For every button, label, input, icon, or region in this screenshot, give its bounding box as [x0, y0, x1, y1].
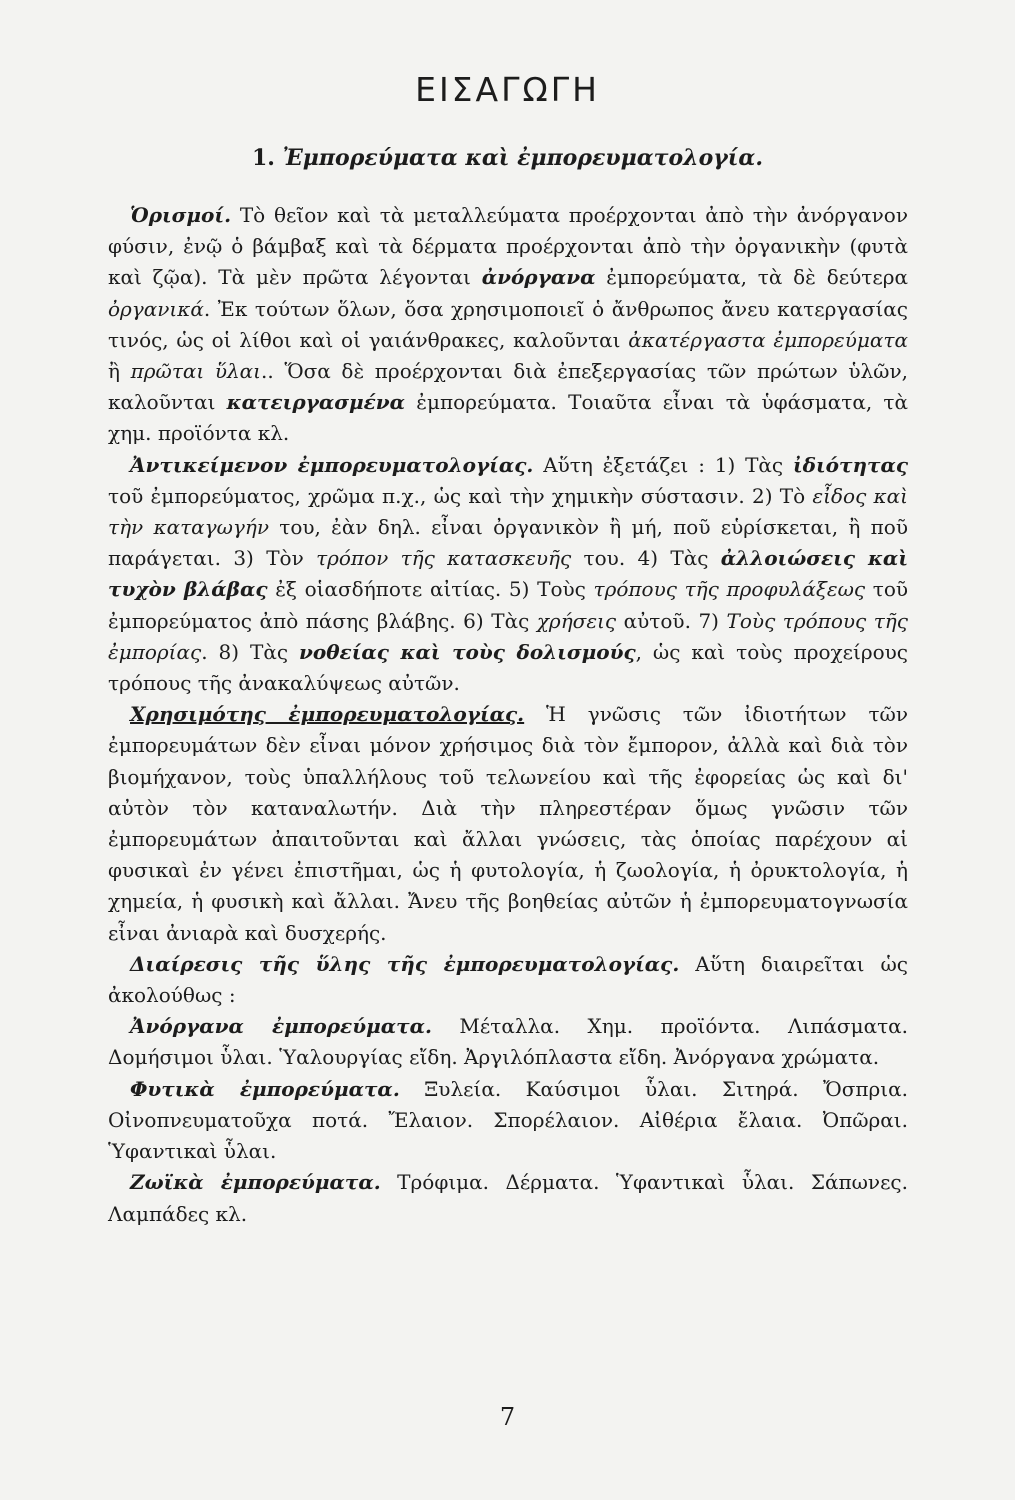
paragraph-text: . 8) Τὰς [201, 639, 299, 664]
term: νοθείας καὶ τοὺς δολισμούς [298, 639, 636, 664]
paragraph-text: Μέταλλα. Χημ. προϊόντα. Λιπάσματα. Δομήσιμοι ὗλαι. Ὑαλουργίας εἴδη. Ἀργιλόπλαστα εἴδη. Ἀνόργανα χρώματα. [108, 1014, 908, 1070]
paragraph-text: τοῦ ἐμπορεύματος ἀπὸ πάσης βλάβης. 6) Τὰς [108, 577, 909, 633]
term: κατειργασμένα [226, 390, 406, 415]
paragraph-plant [108, 1074, 908, 1168]
paragraph-text: .. Ὅσα δὲ προέρχονται διὰ ἐπεξεργασίας τῶν πρώτων ὑλῶν, καλοῦνται [108, 359, 908, 415]
paragraph-text: ἐμπορεύματα. Τοιαῦτα εἶναι τὰ ὑφάσματα, τὰ χημ. προϊόντα κλ. [108, 390, 909, 446]
paragraph-text: τοῦ ἐμπορεύματος, χρῶμα π.χ., ὡς καὶ τὴν χημικὴν σύστασιν. 2) Τὸ [108, 483, 813, 508]
paragraph-text: Ξυλεία. Καύσιμοι ὗλαι. Σιτηρά. Ὄσπρια. Οἰνοπνευματοῦχα ποτά. Ἔλαιον. Σπορέλαιον. Αἰθέρια ἔλαια. Ὀπῶραι. Ὑφαντικαὶ ὗλαι. [108, 1076, 908, 1164]
term: ἀκατέργαστα ἐμπορεύματα [628, 327, 909, 352]
body-text [108, 200, 908, 1230]
paragraph-inorganic [108, 1011, 908, 1073]
term: ἀνόργανα [481, 265, 596, 290]
term: τρόπον τῆς κατασκευῆς [316, 546, 572, 571]
inorganic-label: Ἀνόργανα ἐμπορεύματα. [130, 1014, 432, 1039]
usefulness-label: Χρησιμότης ἐμπορευματολογίας. [130, 702, 525, 727]
section-number: 1. [251, 145, 275, 171]
term: ἰδιότητας [792, 452, 909, 477]
paragraph-division [108, 949, 908, 1011]
paragraph-object [108, 450, 908, 700]
term: ἀλλοιώσεις καὶ τυχὸν βλάβας [108, 546, 909, 602]
paragraph-text: Τρόφιμα. Δέρματα. Ὑφαντικαὶ ὗλαι. Σάπωνες. Λαμπάδες κλ. [108, 1170, 908, 1226]
term: χρήσεις [536, 608, 617, 633]
paragraph-text: ἐμπορεύματα, τὰ δὲ δεύτερα [595, 265, 908, 290]
object-label: Ἀντικείμενον ἐμπορευματολογίας. [130, 452, 534, 477]
paragraph-text: του, ἐὰν δηλ. εἶναι ὀργανικὸν ἢ μή, ποῦ εὑρίσκεται, ἢ ποῦ παράγεται. 3) Τὸν [108, 515, 908, 571]
paragraph-text: ἐξ οἱασδήποτε αἰτίας. 5) Τοὺς [267, 577, 594, 602]
paragraph-text: του. 4) Τὰς [571, 546, 721, 571]
paragraph-text: . Ἐκ τούτων ὅλων, ὅσα χρησιμοποιεῖ ὁ ἄνθρωπος ἄνευ κατεργασίας τινός, ὡς οἱ λίθοι καὶ οἱ γαιάνθρακες, καλοῦνται [108, 296, 908, 352]
term: τρόπους τῆς προφυλάξεως [593, 577, 866, 602]
term: Τοὺς τρόπους τῆς ἐμπορίας [108, 608, 908, 664]
page-number: 7 [499, 1403, 516, 1431]
page-title: ΕΙΣΑΓΩΓΗ [415, 70, 600, 109]
paragraph-animal [108, 1167, 908, 1229]
animal-label: Ζωϊκὰ ἐμπορεύματα. [130, 1170, 381, 1195]
paragraph-text: , ὡς καὶ τοὺς προχείρους τρόπους τῆς ἀνακαλύψεως αὐτῶν. [108, 639, 908, 696]
paragraph-definitions [108, 200, 908, 450]
paragraph-text: Ἡ γνῶσις τῶν ἰδιοτήτων τῶν ἐμπορευμάτων δὲν εἶναι μόνον χρήσιμος διὰ τὸν ἔμπορον, ἀλλὰ καὶ διὰ τὸν βιομήχανον, τοὺς ὑπαλλήλους τοῦ τελωνείου καὶ τῆς ἐφορείας ὡς καὶ δι' αὐτὸν τὸν καταναλωτήν. Διὰ τὴν πληρεστέραν ὅμως γνῶσιν τῶν ἐμπορευμάτων ἀπαιτοῦνται καὶ ἄλλαι γνώσεις, τὰς ὁποίας παρέχουν αἱ φυσικαὶ ἐν γένει ἐπιστῆμαι, ὡς ἡ φυτολογία, ἡ ζωολογία, ἡ ὀρυκτολογία, ἡ χημεία, ἡ φυσικὴ καὶ ἄλλαι. Ἄνευ τῆς βοηθείας αὐτῶν ἡ ἐμπορευματογνωσία εἶναι ἀνιαρὰ καὶ δυσχερής. [108, 702, 908, 945]
paragraph-text: αὐτοῦ. 7) [616, 608, 727, 633]
paragraph-text: ἢ [108, 359, 131, 384]
paragraph-text: Τὸ θεῖον καὶ τὰ μεταλλεύματα προέρχονται ἀπὸ τὴν ἀνόργανον φύσιν, ἐνῷ ὁ βάμβαξ καὶ τὰ δέρματα προέρχονται ἀπὸ τὴν ὀργανικὴν (φυτὰ καὶ ζῷα). Τὰ μὲν πρῶτα λέγονται [108, 203, 908, 290]
division-label: Διαίρεσις τῆς ὕλης τῆς ἐμπορευματολογίας. [130, 951, 680, 976]
section-heading-text: Ἐμπορεύματα καὶ ἐμπορευματολογία. [282, 145, 763, 171]
definitions-label: Ὁρισμοί. [130, 203, 232, 227]
paragraph-text: Αὕτη διαιρεῖται ὡς ἀκολούθως : [108, 951, 909, 1008]
plant-label: Φυτικὰ ἐμπορεύματα. [130, 1076, 400, 1101]
section-heading [0, 145, 1015, 171]
term: εἶδος καὶ τὴν καταγωγήν [108, 483, 908, 540]
paragraph-usefulness [108, 699, 908, 949]
paragraph-text: Αὕτη ἐξετάζει : 1) Τὰς [533, 452, 793, 477]
term: ὀργανικά [108, 296, 204, 321]
term: πρῶται ὕλαι [130, 359, 262, 384]
